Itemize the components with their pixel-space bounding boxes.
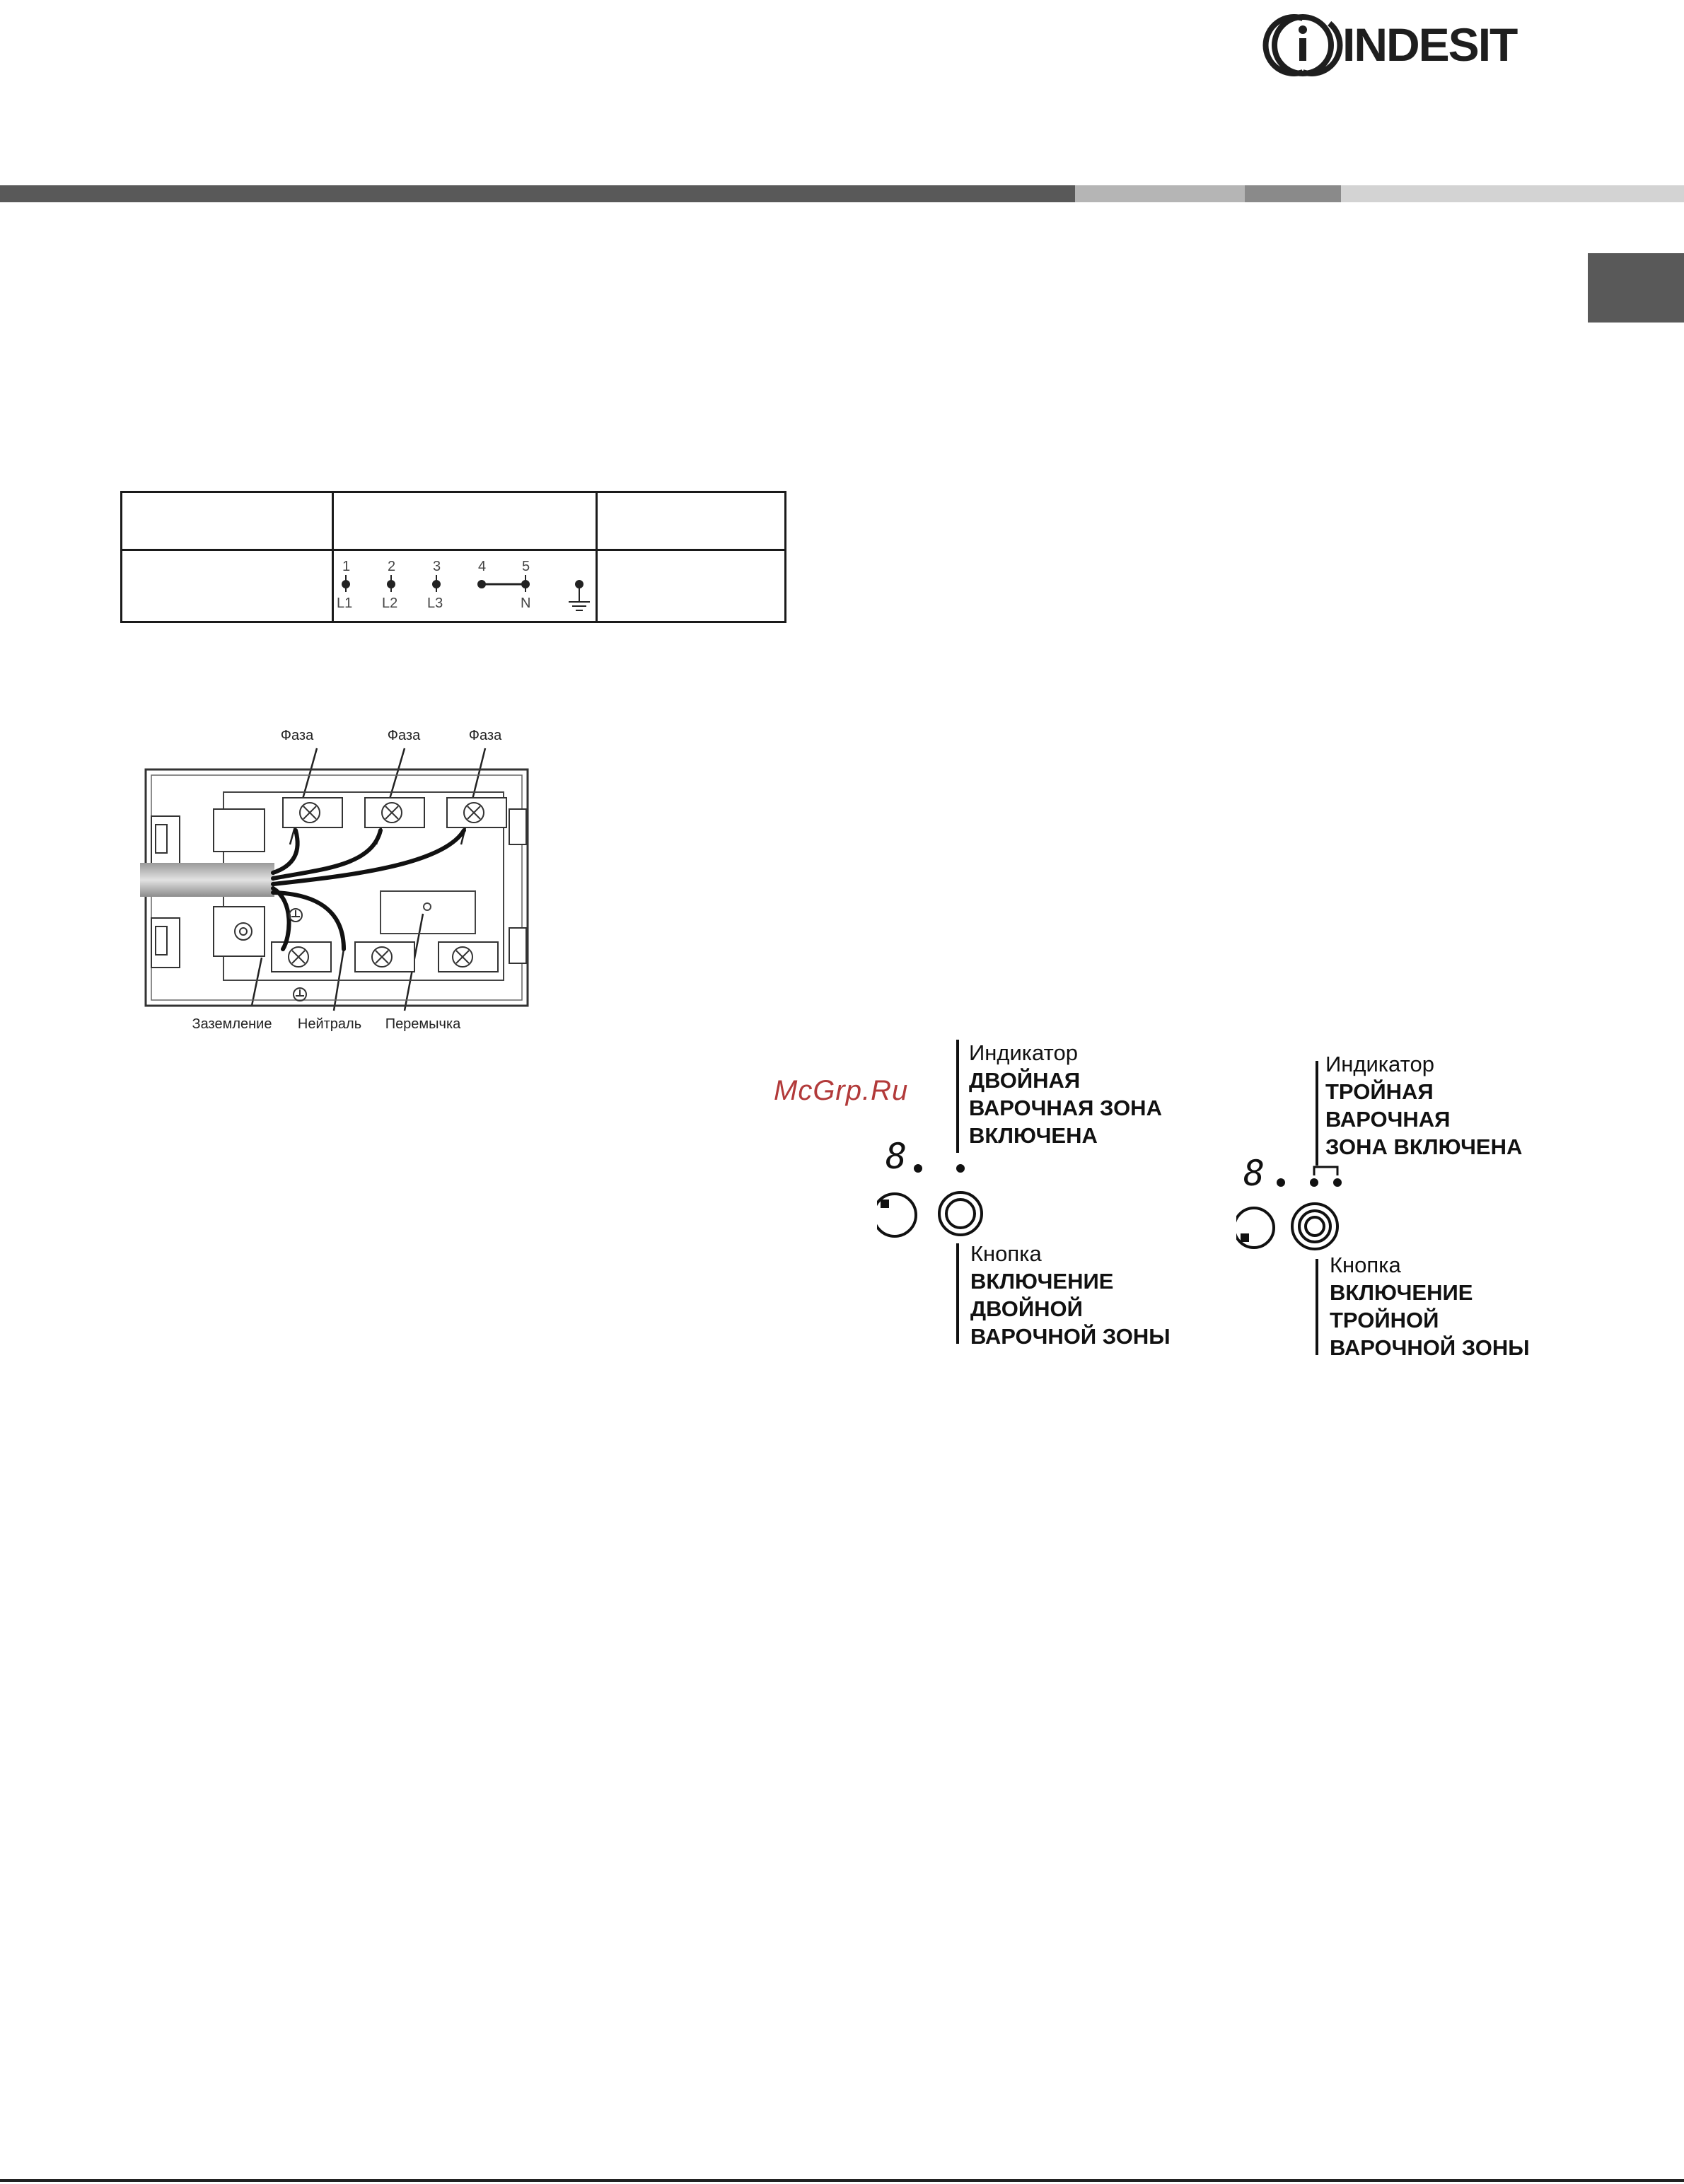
- callout-line: [956, 1243, 959, 1344]
- button-double-caption: [970, 1240, 1171, 1350]
- phase-label: Фаза: [387, 728, 421, 743]
- terminal-label: L2: [382, 596, 398, 611]
- zone-display: 8: [1243, 1153, 1265, 1194]
- table-cell: [597, 492, 786, 550]
- table-cell: [122, 550, 333, 622]
- button-line: ВАРОЧНОЙ ЗОНЫ: [970, 1324, 1171, 1349]
- button-title: Кнопка: [970, 1241, 1042, 1266]
- header-band-lighter: [1341, 185, 1684, 202]
- terminal-label: N: [521, 596, 531, 611]
- indicator-dot: [914, 1164, 922, 1173]
- wiring-table: [120, 491, 786, 623]
- indicator-line: ДВОЙНАЯ: [969, 1068, 1081, 1093]
- button-line: ВАРОЧНОЙ ЗОНЫ: [1330, 1335, 1530, 1360]
- triple-zone-button[interactable]: [1291, 1202, 1340, 1252]
- brand-logo: [1259, 6, 1542, 76]
- phase-label: Фаза: [468, 728, 502, 743]
- terminal-scheme-cell: [333, 550, 597, 622]
- indicator-title: Индикатор: [1325, 1052, 1434, 1076]
- terminal-number: 4: [478, 559, 487, 574]
- section-tab: [1588, 253, 1684, 323]
- terminal-label: L3: [427, 596, 443, 611]
- indicator-line: ВАРОЧНАЯ: [1325, 1107, 1451, 1132]
- indicator-triple-caption: [1325, 1050, 1522, 1161]
- terminal-block-diagram: [132, 724, 542, 1042]
- triple-zone-indicator-dot: [1310, 1178, 1318, 1187]
- header-band-mid: [1245, 185, 1341, 202]
- indicator-line: ВКЛЮЧЕНА: [969, 1123, 1098, 1148]
- table-cell: [333, 492, 597, 550]
- phase-label: Фаза: [280, 728, 314, 743]
- watermark: McGrp.Ru: [774, 1075, 909, 1106]
- footer-rule: [0, 2179, 1684, 2182]
- indicator-title: Индикатор: [969, 1040, 1078, 1065]
- button-line: ВКЛЮЧЕНИЕ: [1330, 1280, 1473, 1305]
- header-band-light: [1075, 185, 1245, 202]
- indicator-dot: [1277, 1178, 1285, 1187]
- terminal-number: 2: [388, 559, 396, 574]
- callout-line: [1316, 1259, 1318, 1355]
- table-cell: [597, 550, 786, 622]
- ground-label: Заземление: [192, 1016, 272, 1032]
- triple-zone-indicator-dot: [1333, 1178, 1342, 1187]
- terminal-number: 5: [522, 559, 530, 574]
- button-title: Кнопка: [1330, 1253, 1401, 1277]
- button-triple-caption: [1330, 1251, 1530, 1361]
- zone-display: 8: [885, 1136, 907, 1177]
- power-button[interactable]: [869, 1192, 919, 1243]
- indicator-line: ЗОНА ВКЛЮЧЕНА: [1325, 1134, 1523, 1159]
- brand-name: INDESIT: [1342, 18, 1517, 71]
- indicator-line: ВАРОЧНАЯ ЗОНА: [969, 1096, 1162, 1120]
- terminal-number: 1: [342, 559, 351, 574]
- double-zone-button[interactable]: [937, 1191, 985, 1239]
- double-zone-indicator-dot: [956, 1164, 965, 1173]
- neutral-label: Нейтраль: [297, 1016, 362, 1032]
- button-line: ДВОЙНОЙ: [970, 1296, 1083, 1321]
- indicator-line: ТРОЙНАЯ: [1325, 1079, 1434, 1104]
- terminal-label: L1: [337, 596, 353, 611]
- button-line: ВКЛЮЧЕНИЕ: [970, 1269, 1114, 1294]
- power-button[interactable]: [1234, 1207, 1277, 1249]
- terminal-scheme: [334, 551, 596, 617]
- terminal-number: 3: [433, 559, 441, 574]
- table-cell: [122, 492, 333, 550]
- header-band-dark: [0, 185, 1075, 202]
- jumper-label: Перемычка: [385, 1016, 461, 1032]
- button-line: ТРОЙНОЙ: [1330, 1308, 1439, 1332]
